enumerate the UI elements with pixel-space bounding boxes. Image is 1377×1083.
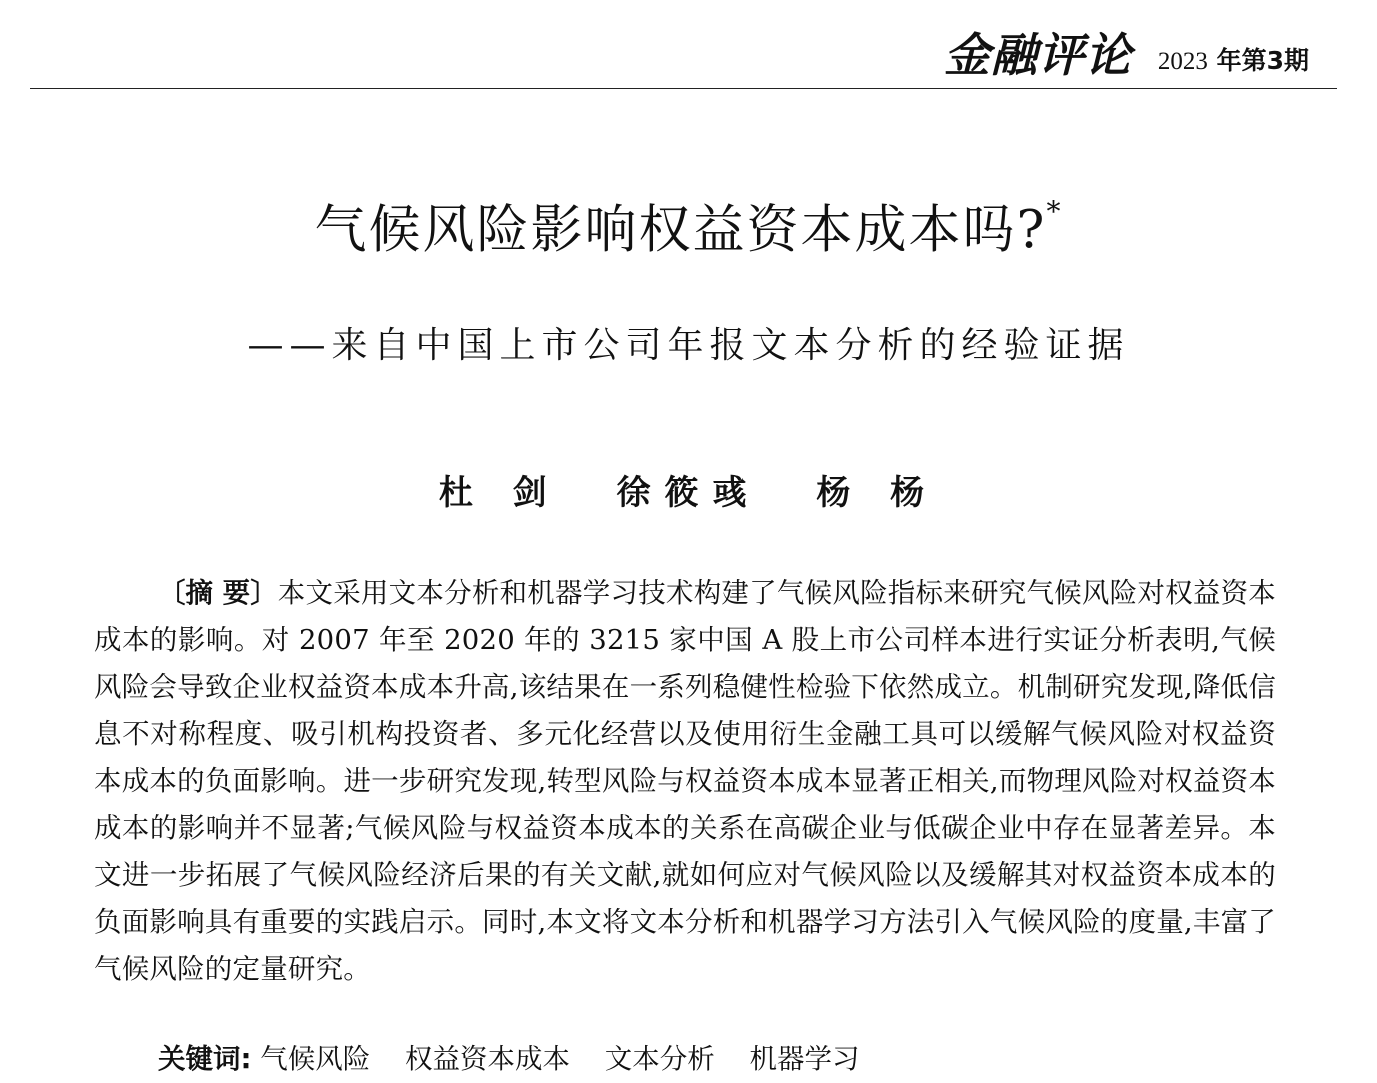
page-header [30,14,1337,89]
abstract-label: 〔摘 要〕 [158,577,278,609]
keyword-4: 机器学习 [749,1043,860,1075]
author-list [0,468,1377,518]
keywords-label: 关键词: [158,1043,252,1075]
paper-subtitle: ——来自中国上市公司年报文本分析的经验证据 [247,325,1130,366]
issue-label [1158,46,1309,77]
journal-logo: 金融评论 [944,28,1132,82]
keyword-3: 文本分析 [604,1043,715,1075]
author-2: 徐筱彧 [616,473,761,513]
paper-title [0,180,1377,270]
title-footnote-mark: * [1046,195,1063,228]
paper-title-text: 气候风险影响权益资本成本吗? [314,200,1047,261]
issue-number: 年第3期 [1216,46,1309,75]
keyword-2: 权益资本成本 [405,1043,570,1075]
author-1: 杜 剑 [438,473,561,513]
keyword-1: 气候风险 [260,1043,371,1075]
keywords [158,1036,886,1083]
abstract [94,570,1276,993]
abstract-text: 本文采用文本分析和机器学习技术构建了气候风险指标来研究气候风险对权益资本成本的影响。对 2007 年至 2020 年的 3215 家中国 A 股上市公司样本进行实证分析表明,气候风险会导致企业权益资本成本升高,该结果在一系列稳健性检验下依然成立。机制研究发现,降低信息不对称程度、吸引机构投资者、多元化经营以及使用衍生金融工具可以缓解气候风险对权益资本成本的负面影响。进一步研究发现,转型风险与权益资本成本显著正相关,而物理风险对权益资本成本的影响并不显著;气候风险与权益资本成本的关系在高碳企业与低碳企业中存在显著差异。本文进一步拓展了气候风险经济后果的有关文献,就如何应对气候风险以及缓解其对权益资本成本的负面影响具有重要的实践启示。同时,本文将文本分析和机器学习方法引入气候风险的度量,丰富了气候风险的定量研究。 [94,577,1276,985]
issue-year: 2023 [1157,48,1208,75]
author-3: 杨 杨 [816,473,939,513]
